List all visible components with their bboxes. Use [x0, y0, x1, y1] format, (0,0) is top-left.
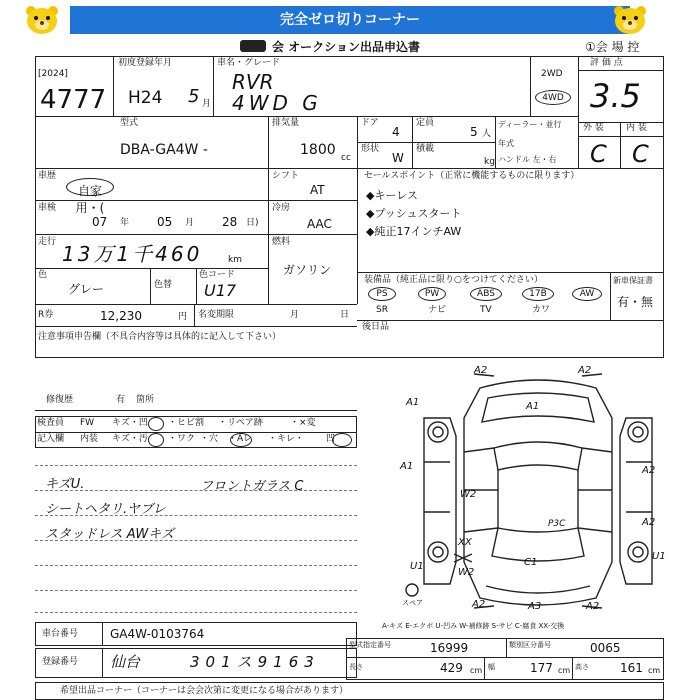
divider	[35, 200, 268, 201]
car-name-label: 車名・グレード	[217, 58, 281, 68]
reg-number: 301ス9163	[190, 653, 320, 671]
inspection-month: 05	[157, 215, 173, 229]
interior-label: 内 装	[626, 123, 647, 133]
interior-score: C	[632, 140, 649, 168]
warranty-label: 新車保証書	[613, 276, 653, 285]
color: グレー	[68, 282, 105, 296]
entry-label: 記入欄	[37, 434, 65, 444]
displacement: 1800	[300, 142, 336, 158]
damage-mark: U1	[652, 551, 666, 562]
name-change-month: 月	[290, 310, 300, 320]
name-change-day: 日	[340, 310, 350, 320]
divider	[578, 56, 579, 168]
inspector-row1-item: ・×変	[290, 418, 316, 428]
body-shape: W	[392, 151, 404, 165]
mileage-unit: km	[228, 255, 242, 265]
divider	[484, 657, 485, 680]
damage-mark: XX	[458, 537, 472, 548]
handwritten-note: スタッドレス AWキズ	[45, 527, 175, 542]
inspector-row2-item: 内装	[80, 434, 99, 444]
divider	[357, 168, 358, 304]
drive-4wd-circled: 4WD	[535, 90, 571, 105]
damage-mark: A2	[642, 465, 656, 476]
divider	[35, 116, 578, 117]
inspection-year: 07	[92, 215, 108, 229]
load-label: 積載	[416, 144, 435, 154]
lot-number: 4777	[40, 85, 107, 115]
inspector-row2-item: ・Aレ	[228, 434, 253, 444]
inspector-row1-item: FW	[80, 418, 95, 428]
divider	[150, 268, 151, 304]
damage-mark: A2	[642, 517, 656, 528]
damage-mark: A2	[472, 599, 486, 610]
inspection-day: 28	[222, 215, 238, 229]
inspector-label: 検査員	[37, 418, 65, 428]
height-unit: cm	[648, 666, 661, 675]
divider	[412, 142, 495, 143]
equipment-tv: TV	[480, 305, 492, 315]
inspector-row2-item: ・穴	[200, 434, 219, 444]
inspector-row1-item: ・ヒビ割	[168, 418, 205, 428]
inspection-year-unit: 年	[120, 218, 130, 228]
corner-label: 希望出品コーナー（コーナーは会会次第に変更になる場合があります）	[60, 686, 349, 696]
bear-mascot-icon	[22, 4, 62, 38]
reg-month: 5	[188, 86, 200, 107]
damage-mark: A3	[528, 601, 542, 612]
damage-mark: A2	[474, 365, 488, 376]
fuel-label: 燃料	[272, 237, 291, 247]
divider	[35, 304, 357, 305]
damage-mark: C1	[524, 557, 538, 568]
divider	[35, 268, 268, 269]
length-value: 429	[440, 661, 463, 675]
dealer-year-label: 年式	[498, 139, 514, 148]
length-unit: cm	[470, 666, 483, 675]
damage-mark: A1	[526, 401, 540, 412]
shift-value: AT	[310, 183, 325, 197]
type-number: 16999	[430, 641, 469, 655]
height-value: 161	[620, 661, 643, 675]
damage-mark: W2	[458, 567, 475, 578]
damage-mark: A1	[400, 461, 414, 472]
height-label: 高さ	[575, 663, 589, 671]
name-change-label: 名変期限	[198, 310, 235, 320]
equipment-sr: SR	[376, 305, 388, 315]
divider	[495, 116, 496, 168]
door-count: 4	[392, 125, 400, 139]
ruled-line	[35, 565, 357, 566]
damage-mark: P3C	[548, 519, 566, 529]
recycle-unit: 円	[178, 312, 188, 322]
score-label: 評 価 点	[590, 58, 623, 68]
width-unit: cm	[558, 666, 571, 675]
divider	[268, 116, 269, 168]
divider	[35, 326, 357, 327]
form-title: 会 オークション出品申込書	[272, 40, 420, 54]
handwritten-note: キズU.	[45, 477, 85, 492]
ruled-line	[35, 465, 357, 466]
width-value: 177	[530, 661, 553, 675]
divider	[578, 70, 664, 71]
exterior-label: 外 装	[583, 123, 604, 133]
equipment-pw: PW	[418, 287, 446, 301]
divider	[620, 122, 621, 168]
divider	[610, 272, 611, 320]
circled-mark	[148, 433, 164, 447]
car-damage-diagram	[398, 362, 668, 620]
model-code: DBA-GA4W -	[120, 142, 208, 158]
repair-place-label: 箇所	[136, 395, 155, 405]
divider	[102, 622, 103, 646]
banner-title: 完全ゼロ切りコーナー	[280, 12, 420, 28]
divider	[346, 657, 664, 658]
damage-mark: U1	[410, 561, 424, 572]
divider	[357, 320, 664, 321]
header-logo	[240, 40, 266, 52]
capacity-unit: 人	[482, 129, 492, 139]
class-no-label: 類別区分番号	[509, 641, 551, 649]
equipment-navi: ナビ	[428, 305, 447, 315]
bear-mascot-icon	[610, 4, 650, 38]
equipment-ps: PS	[368, 287, 396, 301]
inspection-label: 車検	[38, 203, 57, 213]
chassis-label: 車台番号	[42, 629, 79, 639]
repair-history-label: 修復歴	[46, 395, 74, 405]
divider	[506, 638, 507, 657]
equipment-aw: AW	[572, 287, 602, 301]
circled-mark	[332, 433, 352, 447]
divider	[572, 657, 573, 680]
divider	[357, 142, 412, 143]
inspector-row2-item: ・ワク	[168, 434, 196, 444]
ac-value: AAC	[307, 217, 332, 231]
inspector-row1-item: ・リペア跡	[218, 418, 263, 428]
recycle-fee: 12,230	[100, 309, 142, 323]
drive-2wd: 2WD	[541, 69, 563, 79]
color-code-label: 色コード	[199, 270, 236, 280]
door-label: ドア	[361, 118, 379, 128]
type-no-label: 型式指定番号	[349, 641, 391, 649]
reg-month-unit: 月	[202, 99, 212, 109]
displacement-unit: cc	[341, 153, 351, 163]
rear-seat-label: 後日品	[362, 322, 390, 332]
damage-mark: A1	[406, 397, 420, 408]
reg-era: H24	[128, 88, 163, 108]
capacity-label: 定員	[416, 118, 435, 128]
sales-point-item: ◆純正17インチAW	[366, 225, 462, 238]
divider	[268, 168, 269, 304]
load-unit: kg	[484, 157, 495, 167]
ruled-line	[35, 612, 357, 613]
fuel-value: ガソリン	[283, 263, 332, 277]
venue-copy-label: ①会 場 控	[585, 40, 640, 54]
divider	[268, 200, 357, 201]
sales-points-label: セールスポイント（正常に機能するものに限ります）	[364, 171, 580, 181]
ruled-line	[35, 590, 357, 591]
color-change-label: 色替	[154, 280, 173, 290]
mileage-label: 走行	[38, 237, 57, 247]
circled-mark	[230, 433, 252, 447]
notes-label: 注意事項申告欄（不具合内容等は具体的に記入して下さい）	[38, 332, 282, 342]
mileage: 13万1千460	[62, 242, 203, 266]
warranty-value: 有・無	[617, 295, 654, 309]
color-label: 色	[38, 270, 48, 280]
displacement-label: 排気量	[272, 118, 300, 128]
reg-number-label: 登録番号	[42, 657, 79, 667]
divider	[578, 136, 664, 137]
divider	[357, 272, 664, 273]
capacity: 5	[470, 125, 478, 139]
evaluation-score: 3.5	[590, 77, 641, 115]
exterior-score: C	[590, 140, 607, 168]
handle-label: ハンドル 左・右	[498, 155, 557, 164]
divider	[268, 234, 357, 235]
color-code: U17	[204, 281, 237, 300]
spare-tire-label: スペア	[402, 599, 423, 607]
repair-history-value: 有	[116, 395, 126, 405]
divider	[35, 168, 664, 169]
equipment-17b: 17B	[522, 287, 554, 301]
divider	[213, 56, 214, 116]
shape-label: 形状	[361, 144, 380, 154]
handwritten-note: シートヘタリ.ヤブレ	[45, 502, 166, 517]
circled-mark	[148, 417, 164, 431]
inspection-day-unit: 日)	[246, 218, 259, 228]
recycle-label: R券	[38, 310, 54, 320]
class-number: 0065	[590, 641, 621, 655]
inspector-row2-item: 凹	[326, 434, 336, 444]
inspector-row2-item: ・キレ・	[268, 434, 304, 444]
divider	[196, 268, 197, 304]
shift-label: シフト	[272, 171, 300, 181]
inspector-row1-item: キズ・凹	[112, 418, 148, 428]
model-label: 型式	[120, 118, 139, 128]
damage-mark: W2	[460, 489, 477, 500]
private-use-circled: 自家用・(	[66, 178, 114, 196]
divider	[113, 56, 114, 116]
divider	[530, 56, 531, 116]
equipment-leather: カワ	[532, 305, 551, 315]
inspector-row2-item: キズ・汚	[112, 434, 148, 444]
history-label: 車歴	[38, 171, 57, 181]
top-banner	[0, 0, 700, 40]
chassis-number: GA4W-0103764	[110, 627, 205, 641]
dealer-label: ディーラー・並行	[498, 120, 562, 129]
damage-mark: A2	[586, 601, 600, 612]
width-label: 幅	[488, 663, 495, 671]
damage-legend: A-キズ E-エクボ U-凹み W-補修跡 S-サビ C-腐食 XX-交換	[382, 622, 565, 630]
reg-place: 仙台	[110, 653, 141, 671]
equipment-abs: ABS	[470, 287, 502, 301]
divider	[35, 432, 357, 433]
inspection-month-unit: 月	[185, 218, 195, 228]
divider	[194, 304, 195, 326]
car-grade: 4WD G	[232, 91, 322, 115]
ac-label: 冷房	[272, 203, 291, 213]
sales-point-item: ◆キーレス	[366, 189, 418, 202]
damage-mark: A2	[578, 365, 592, 376]
divider	[102, 648, 103, 678]
reg-date-label: 初度登録年月	[118, 58, 173, 68]
year-code: [2024]	[38, 69, 68, 79]
divider	[35, 234, 268, 235]
equipment-label: 装備品（純正品に限り○をつけてください）	[364, 275, 543, 285]
handwritten-note: フロントガラス C	[200, 479, 304, 494]
divider	[35, 410, 357, 411]
length-label: 長さ	[349, 663, 363, 671]
sales-point-item: ◆プッシュスタート	[366, 207, 462, 220]
car-name: RVR	[232, 70, 274, 94]
